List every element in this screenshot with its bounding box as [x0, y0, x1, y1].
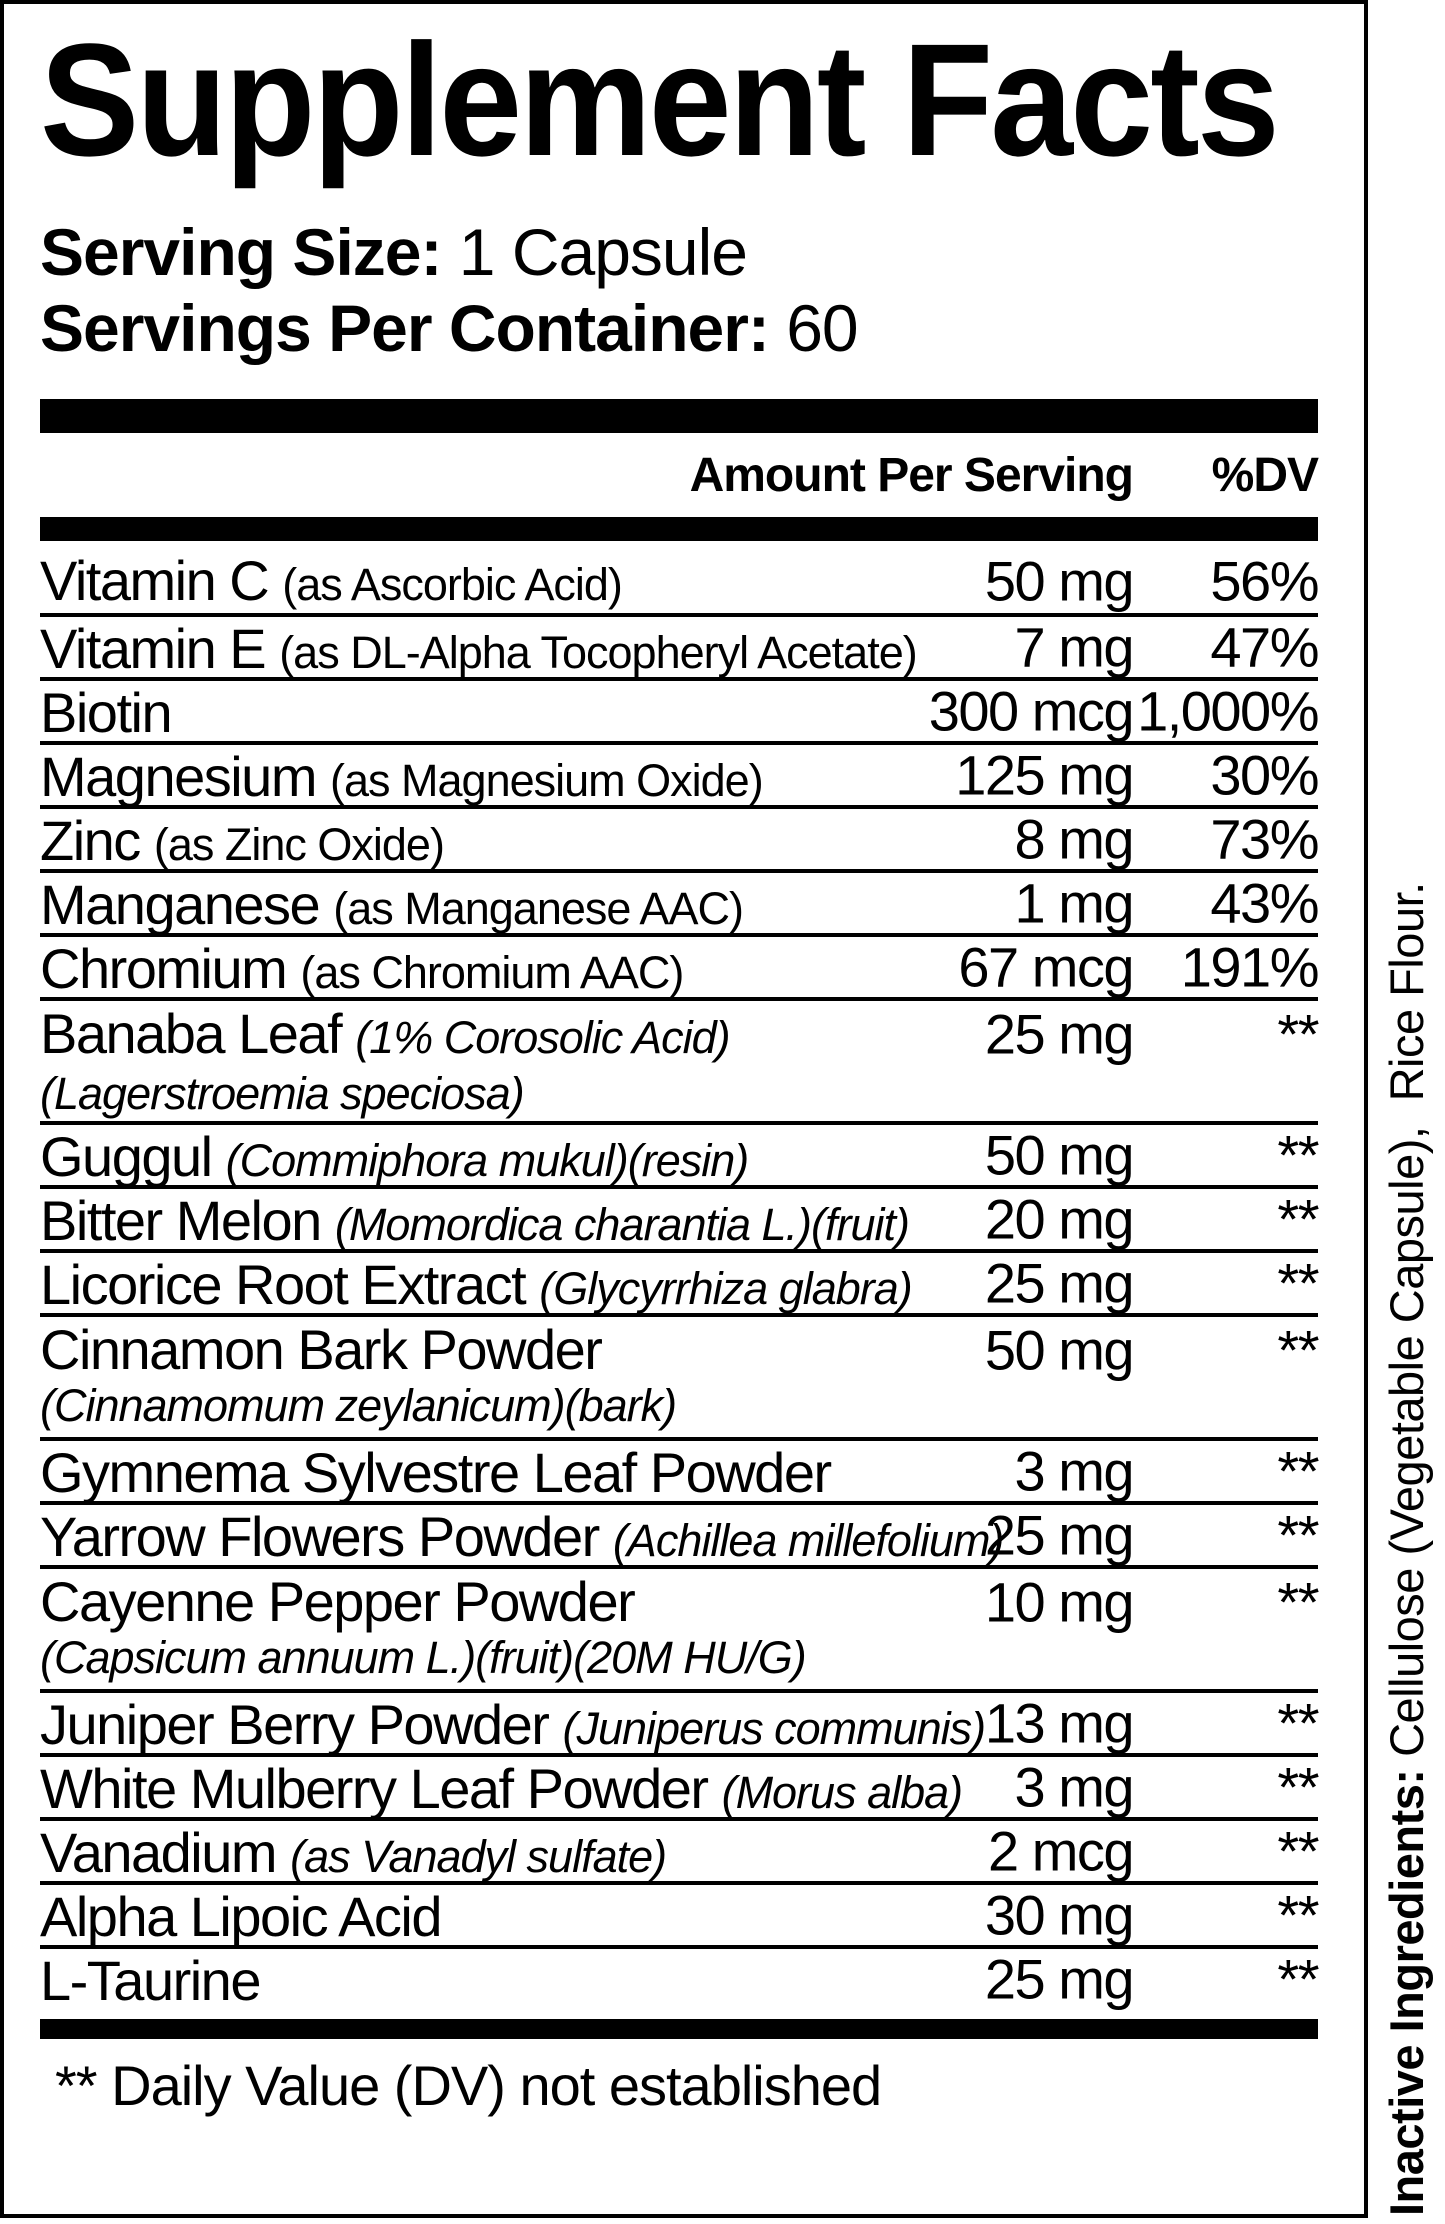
- ingredient-detail: (as Manganese AAC): [333, 883, 743, 934]
- table-row: [40, 1689, 1318, 1756]
- ingredient-detail: (Glycyrrhiza glabra): [539, 1263, 912, 1314]
- ingredient-name: Vanadium: [40, 1821, 291, 1884]
- ingredient-name: Vitamin E: [40, 617, 280, 680]
- ingredient-name: L-Taurine: [40, 1949, 260, 2012]
- serving-size-value: 1 Capsule: [441, 215, 747, 289]
- inactive-ingredients-label: Inactive Ingredients:: [1380, 1769, 1433, 2216]
- serving-size-label: Serving Size:: [40, 215, 442, 289]
- ingredient-dv: 1,000%: [1137, 679, 1318, 743]
- facts-table-rows: [40, 549, 1318, 2012]
- table-row: [40, 869, 1318, 936]
- ingredient-subline: (Cinnamomum zeylanicum)(bark): [40, 1380, 677, 1431]
- divider-bar-header: [40, 517, 1318, 541]
- ingredient-detail: (Morus alba): [721, 1767, 963, 1818]
- table-row: [40, 1501, 1318, 1568]
- ingredient-detail: (as DL-Alpha Tocopheryl Acetate): [279, 627, 917, 678]
- divider-bar-bottom: [40, 2019, 1318, 2039]
- servings-per-container-value: 60: [768, 291, 858, 365]
- ingredient-amount: 13 mg: [984, 1691, 1133, 1755]
- ingredient-name: Cinnamon Bark Powder: [40, 1318, 602, 1381]
- ingredient-dv: **: [1277, 1947, 1318, 2011]
- ingredient-name: Zinc: [40, 809, 154, 872]
- table-column-header: [40, 433, 1318, 517]
- table-row: [40, 933, 1318, 1000]
- amount-per-serving-header: Amount Per Serving: [689, 449, 1133, 502]
- ingredient-dv: **: [1277, 1002, 1318, 1066]
- ingredient-name: Guggul: [40, 1125, 226, 1188]
- table-row: [40, 1753, 1318, 1820]
- ingredient-detail: (as Magnesium Oxide): [330, 755, 763, 806]
- ingredient-detail: (as Ascorbic Acid): [282, 559, 622, 610]
- ingredient-dv: **: [1277, 1503, 1318, 1567]
- ingredient-name: Bitter Melon: [40, 1189, 335, 1252]
- ingredient-detail: (as Chromium AAC): [300, 947, 684, 998]
- ingredient-dv: 191%: [1180, 935, 1318, 999]
- ingredient-name: Chromium: [40, 937, 301, 1000]
- table-row: [40, 1817, 1318, 1884]
- serving-size-line: [40, 214, 1318, 290]
- ingredient-name: Banaba Leaf: [40, 1002, 356, 1065]
- ingredient-amount: 50 mg: [984, 549, 1133, 613]
- ingredient-dv: **: [1277, 1570, 1318, 1634]
- ingredient-dv: **: [1277, 1819, 1318, 1883]
- panel-title-text: Supplement Facts: [40, 10, 1277, 189]
- ingredient-dv: **: [1277, 1691, 1318, 1755]
- servings-per-container-line: [40, 290, 1318, 366]
- ingredient-name: Cayenne Pepper Powder: [40, 1570, 635, 1633]
- ingredient-amount: 2 mcg: [988, 1819, 1133, 1883]
- divider-bar-top: [40, 399, 1318, 433]
- ingredient-name: Biotin: [40, 681, 172, 744]
- table-row: [40, 677, 1318, 744]
- ingredient-dv: 56%: [1210, 549, 1318, 613]
- ingredient-name: Licorice Root Extract: [40, 1253, 540, 1316]
- table-row: [40, 805, 1318, 872]
- ingredient-detail: (Momordica charantia L.)(fruit): [334, 1199, 910, 1250]
- ingredient-dv: **: [1277, 1318, 1318, 1382]
- ingredient-dv: **: [1277, 1755, 1318, 1819]
- ingredient-name: Manganese: [40, 873, 334, 936]
- table-row: [40, 741, 1318, 808]
- table-row: [40, 1313, 1318, 1437]
- ingredient-amount: 20 mg: [984, 1187, 1133, 1251]
- ingredient-dv: 47%: [1210, 615, 1318, 679]
- ingredient-amount: 300 mcg: [928, 679, 1133, 743]
- dv-footnote: ** Daily Value (DV) not established: [55, 2054, 882, 2117]
- table-row: [40, 1881, 1318, 1948]
- ingredient-detail: (1% Corosolic Acid): [355, 1012, 730, 1063]
- table-row: [40, 1185, 1318, 1252]
- table-row: [40, 549, 1318, 613]
- ingredient-amount: 10 mg: [984, 1570, 1133, 1634]
- table-row: [40, 1249, 1318, 1316]
- ingredient-amount: 25 mg: [984, 1251, 1133, 1315]
- ingredient-name: Vitamin C: [40, 549, 283, 612]
- ingredient-dv: **: [1277, 1251, 1318, 1315]
- ingredient-name: Alpha Lipoic Acid: [40, 1885, 442, 1948]
- ingredient-amount: 25 mg: [984, 1002, 1133, 1066]
- servings-per-container-label: Servings Per Container:: [40, 291, 769, 365]
- inactive-ingredients-text: Cellulose (Vegetable Capsule), Rice Flour.: [1380, 882, 1433, 1770]
- ingredient-amount: 1 mg: [1014, 871, 1133, 935]
- dv-header: %DV: [1211, 449, 1318, 502]
- table-row: [40, 1565, 1318, 1689]
- ingredient-amount: 7 mg: [1014, 615, 1133, 679]
- ingredient-detail: (as Zinc Oxide): [153, 819, 444, 870]
- ingredient-amount: 67 mcg: [958, 935, 1133, 999]
- ingredient-amount: 3 mg: [1014, 1439, 1133, 1503]
- ingredient-amount: 8 mg: [1014, 807, 1133, 871]
- panel-title: [40, 10, 1318, 189]
- ingredient-detail: (Commiphora mukul)(resin): [225, 1135, 749, 1186]
- ingredient-amount: 50 mg: [984, 1318, 1133, 1382]
- ingredient-dv: 43%: [1210, 871, 1318, 935]
- table-row: [40, 1437, 1318, 1504]
- ingredient-name: Yarrow Flowers Powder: [40, 1505, 613, 1568]
- ingredient-subline: (Lagerstroemia speciosa): [40, 1068, 524, 1119]
- serving-info: [40, 214, 1318, 366]
- ingredient-name: Magnesium: [40, 745, 331, 808]
- ingredient-dv: **: [1277, 1123, 1318, 1187]
- ingredient-subline: (Capsicum annuum L.)(fruit)(20M HU/G): [40, 1632, 806, 1683]
- ingredient-dv: **: [1277, 1883, 1318, 1947]
- ingredient-amount: 25 mg: [984, 1503, 1133, 1567]
- ingredient-name: Juniper Berry Powder: [40, 1693, 563, 1756]
- ingredient-name: White Mulberry Leaf Powder: [40, 1757, 722, 1820]
- table-row: [40, 1121, 1318, 1188]
- ingredient-dv: 30%: [1210, 743, 1318, 807]
- ingredient-dv: **: [1277, 1187, 1318, 1251]
- inactive-ingredients-sidebar: [1368, 0, 1445, 2224]
- ingredient-dv: **: [1277, 1439, 1318, 1503]
- ingredient-detail: (Juniperus communis): [562, 1703, 986, 1754]
- ingredient-amount: 50 mg: [984, 1123, 1133, 1187]
- table-row: [40, 613, 1318, 680]
- ingredient-detail: (as Vanadyl sulfate): [290, 1831, 667, 1882]
- ingredient-name: Gymnema Sylvestre Leaf Powder: [40, 1441, 831, 1504]
- table-row: [40, 997, 1318, 1121]
- ingredient-amount: 30 mg: [984, 1883, 1133, 1947]
- ingredient-amount: 3 mg: [1014, 1755, 1133, 1819]
- ingredient-detail: (Achillea millefolium): [612, 1515, 1004, 1566]
- ingredient-amount: 125 mg: [955, 743, 1133, 807]
- table-row: [40, 1945, 1318, 2012]
- ingredient-amount: 25 mg: [984, 1947, 1133, 2011]
- ingredient-dv: 73%: [1210, 807, 1318, 871]
